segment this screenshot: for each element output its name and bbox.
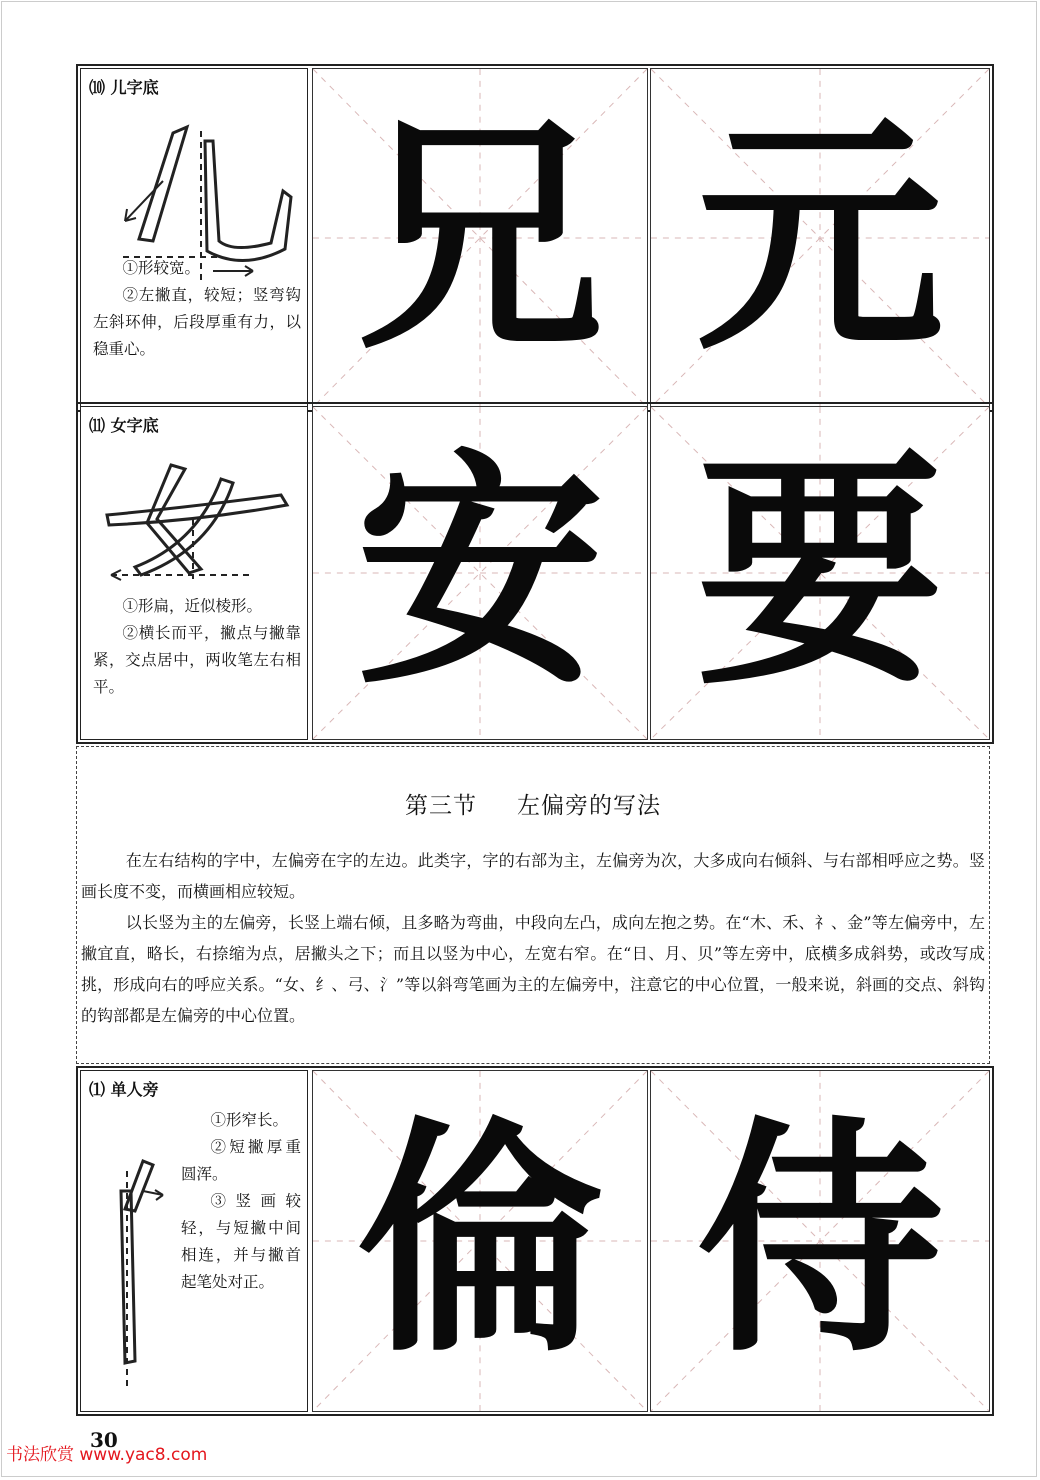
block-er-title: ⑽ 儿字底 xyxy=(89,78,159,97)
model-character: 倫 xyxy=(356,1095,604,1386)
model-character: 要 xyxy=(696,427,944,718)
nv-bottom-stroke-diagram-icon xyxy=(101,459,301,589)
model-character: 侍 xyxy=(696,1095,944,1386)
section-paragraph-1: 在左右结构的字中，左偏旁在字的左边。此类字，字的右部为主，左偏旁为次，大多成向右倾斜、与右部相呼应之势。竖画长度不变，而横画相应较短。 xyxy=(81,851,985,901)
char-cell-lun xyxy=(312,1070,648,1412)
block-danren-title: ⑴ 单人旁 xyxy=(89,1080,159,1099)
section-title: 左偏旁的写法 xyxy=(517,793,661,819)
block-danren-note-2: ②短撇厚重圆浑。 xyxy=(181,1138,301,1183)
block-nv-notes xyxy=(93,593,301,701)
single-person-radical-stroke-diagram-icon xyxy=(95,1151,175,1391)
page-number: 30 xyxy=(90,1428,118,1452)
block-nv-panel xyxy=(80,406,308,740)
char-cell-xiong xyxy=(312,68,648,408)
block-nv-title: ⑾ 女字底 xyxy=(89,416,159,435)
block-danren-note-3: ③竖画较轻，与短撇中间相连，并与撇首起笔处对正。 xyxy=(181,1192,301,1291)
model-character: 兄 xyxy=(356,92,604,383)
section-paragraph-2: 以长竖为主的左偏旁，长竖上端右倾，且多略为弯曲，中段向左凸，成向左抱之势。在“木、禾、礻、金”等左偏旁中，左撇宜直，略长，右捺缩为点，居撇头之下；而且以竖为中心，左宽右窄。在“日、月、贝”等左旁中，底横多成斜势，或改写成挑，形成向右的呼应关系。“女、纟、弓、氵”等以斜弯笔画为主的左偏旁中，注意它的中心位置，一般来说，斜画的交点、斜钩的钩部都是左偏旁的中心位置。 xyxy=(81,913,985,1025)
model-character: 元 xyxy=(696,92,944,383)
block-danren-notes xyxy=(181,1107,301,1296)
model-character: 安 xyxy=(356,427,604,718)
block-er-panel xyxy=(80,68,308,408)
section-heading xyxy=(77,787,989,820)
section-body xyxy=(81,845,985,1031)
char-cell-an xyxy=(312,406,648,740)
char-cell-shi xyxy=(650,1070,990,1412)
block-er-notes xyxy=(93,255,301,363)
block-danren-note-1: ①形窄长。 xyxy=(210,1111,288,1129)
block-nv-note-1: ①形扁，近似棱形。 xyxy=(122,597,262,615)
block-danren-panel xyxy=(80,1070,308,1412)
section-number: 第三节 xyxy=(405,793,477,819)
char-cell-yuan xyxy=(650,68,990,408)
site-watermark: 书法欣赏 www.yac8.com xyxy=(6,1445,208,1465)
block-er-note-1: ①形较宽。 xyxy=(122,259,200,277)
char-cell-yao xyxy=(650,406,990,740)
block-er-note-2: ②左撇直，较短；竖弯钩左斜环伸，后段厚重有力，以稳重心。 xyxy=(93,286,301,358)
section-text-box xyxy=(76,746,990,1064)
block-nv-note-2: ②横长而平，撇点与撇靠紧，交点居中，两收笔左右相平。 xyxy=(93,624,301,696)
